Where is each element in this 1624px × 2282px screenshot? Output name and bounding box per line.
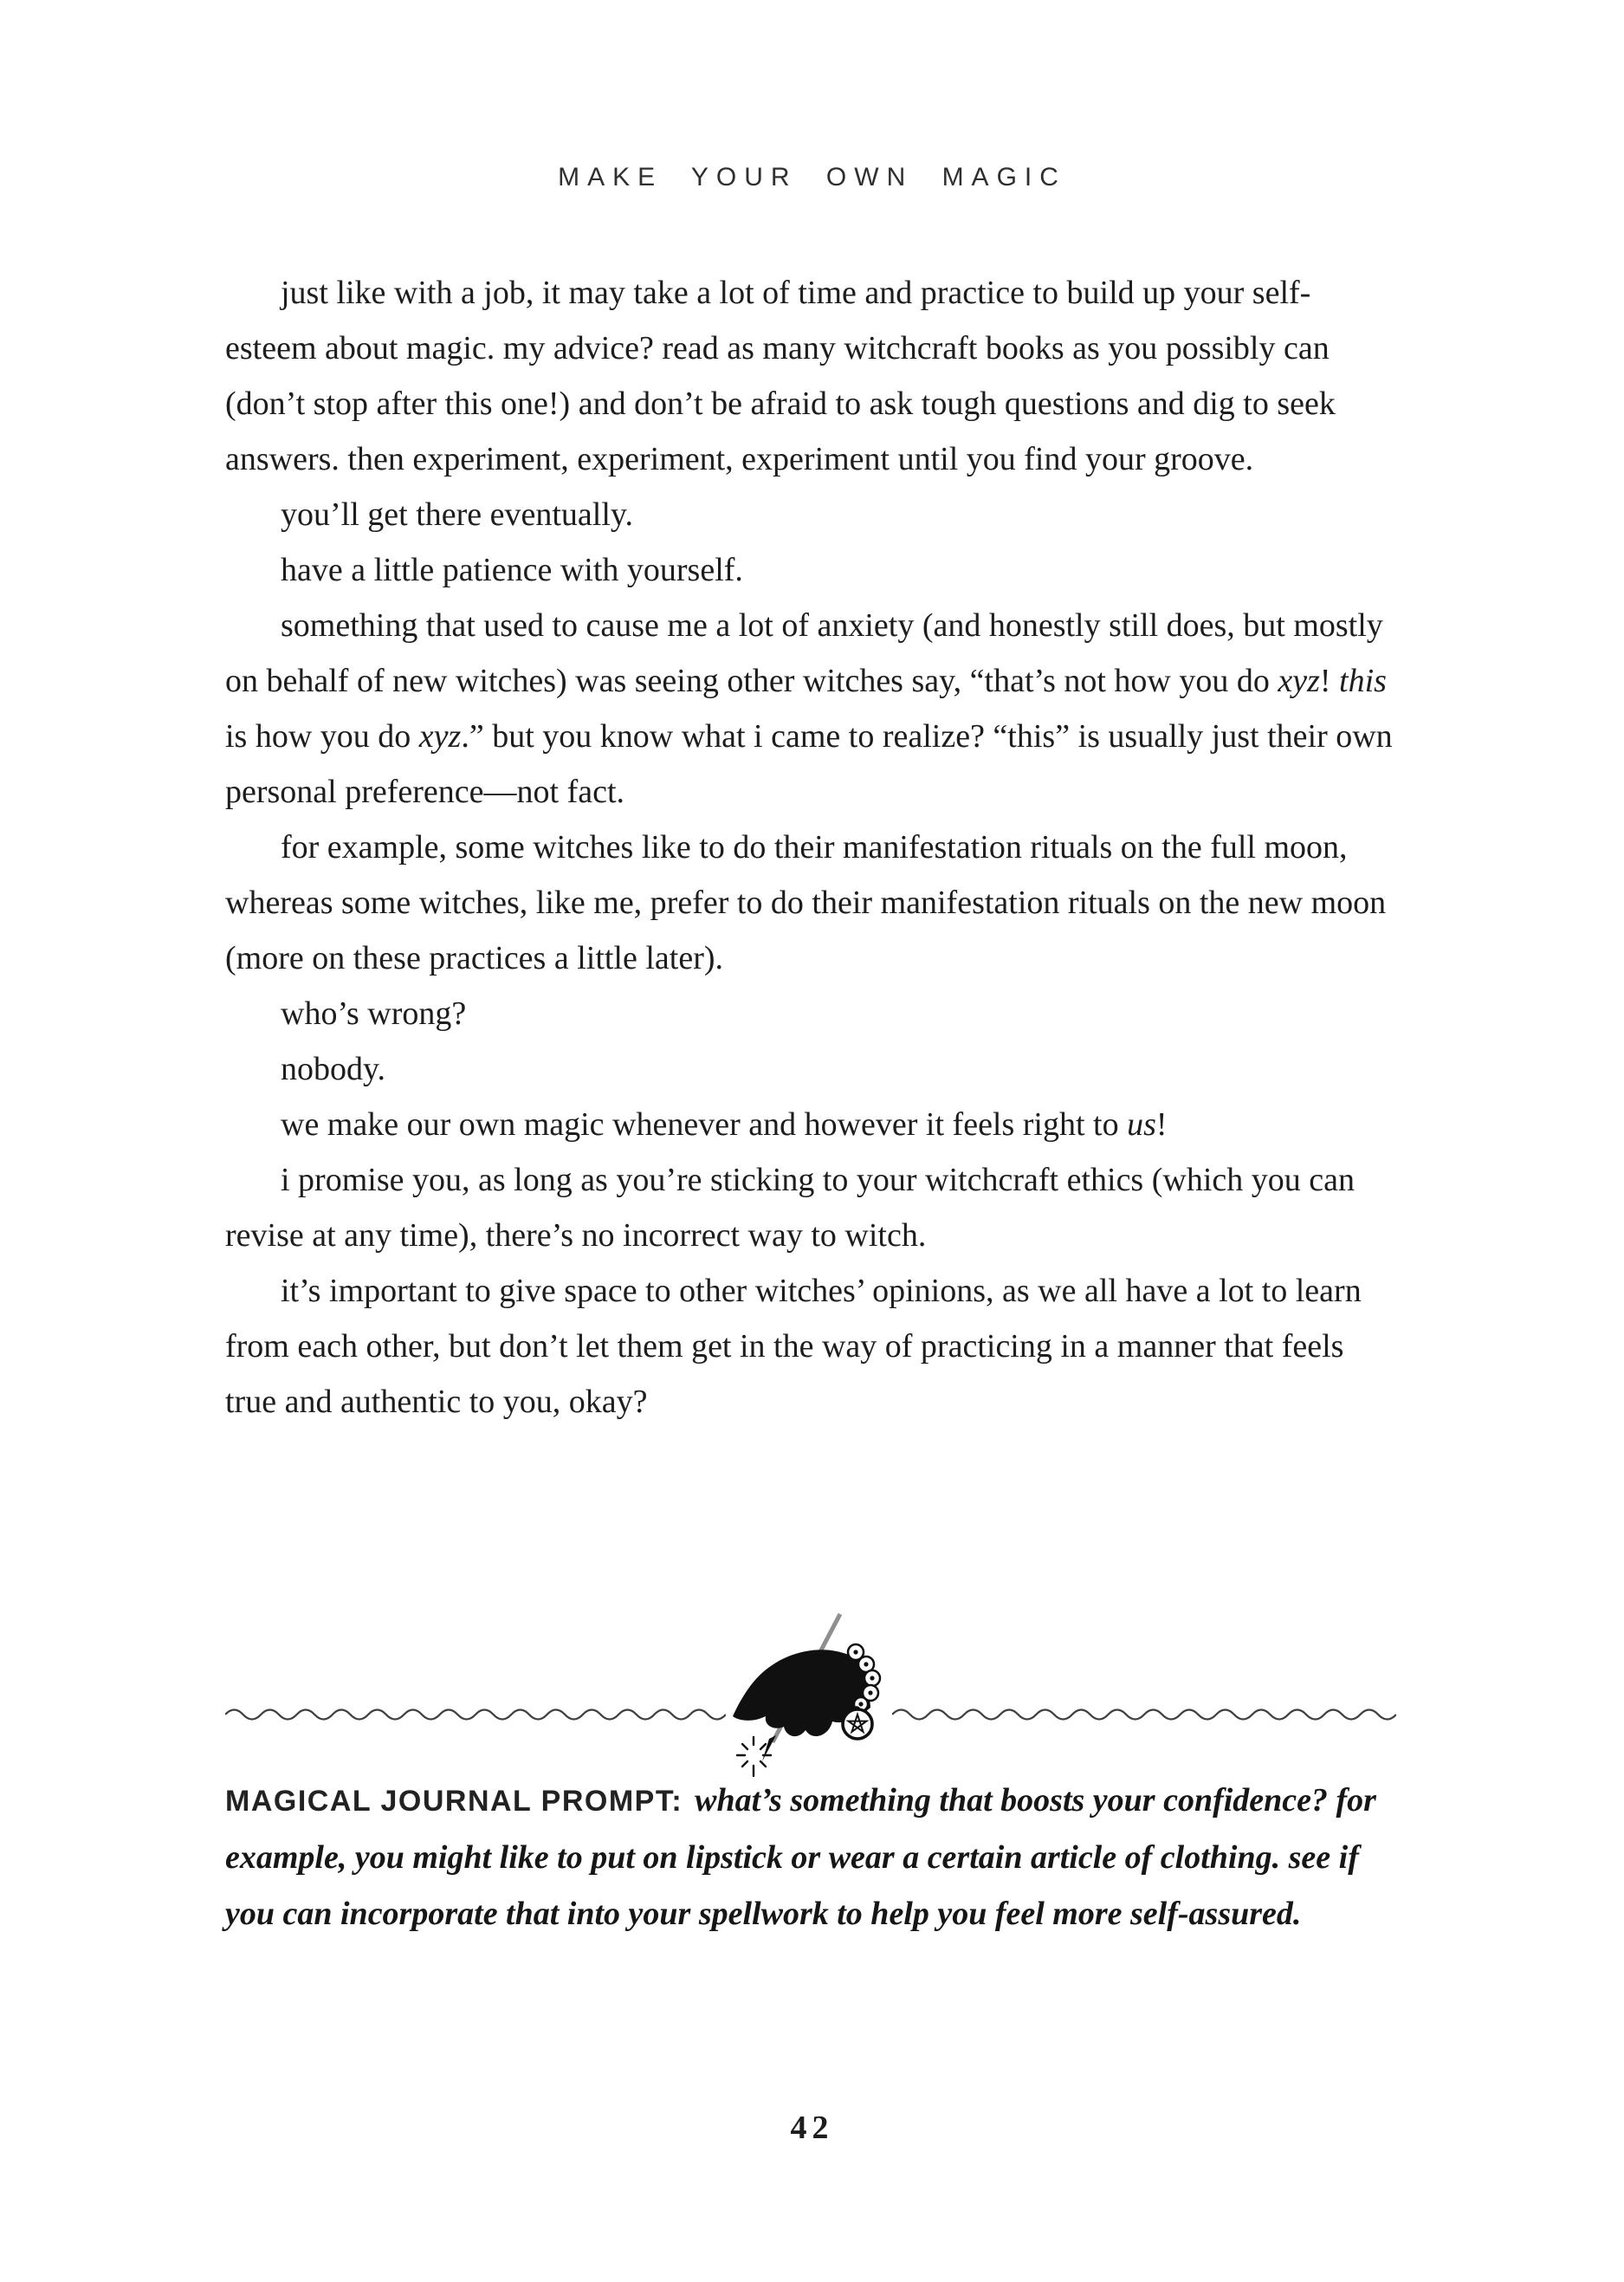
text-run: for example, some witches like to do their manifestation rituals on the full moon, whereas some witches, like me, prefer to do their manifestation rituals on the new moon (more on these practices a little later).	[225, 829, 1387, 976]
paragraph	[225, 1152, 1396, 1263]
text-run: !	[1319, 663, 1340, 699]
text-run: .” but you know what i came to realize? “this” is usually just their own personal preference—not fact.	[225, 718, 1393, 810]
body-text	[225, 265, 1396, 1429]
text-run: who’s wrong?	[281, 995, 467, 1032]
paragraph	[225, 265, 1396, 487]
wavy-line-right-icon	[892, 1703, 1396, 1722]
text-run: !	[1155, 1106, 1168, 1143]
sparkle-icon	[737, 1737, 771, 1776]
text-run: it’s important to give space to other witches’ opinions, as we all have a lot to learn from each other, but don’t let them get in the way of practicing in a manner that feels true and authentic to you, okay?	[225, 1273, 1362, 1420]
paragraph	[225, 487, 1396, 542]
wavy-line-left-icon	[225, 1703, 726, 1722]
paragraph	[225, 1041, 1396, 1097]
page-number: 42	[790, 2110, 834, 2146]
text-run: something that used to cause me a lot of anxiety (and honestly still does, but mostly on behalf of new witches) was seeing other witches say, “that’s not how you do	[225, 607, 1383, 699]
section-divider	[225, 1626, 1396, 1795]
running-header: MAKE YOUR OWN MAGIC	[558, 163, 1066, 191]
paragraph	[225, 986, 1396, 1041]
paragraph	[225, 820, 1396, 986]
journal-prompt-text: what’s something that boosts your confidence? for example, you might like to put on lipstick or wear a certain article of clothing. see if you can incorporate that into your spellwork to help you feel more self-assured.	[225, 1782, 1376, 1932]
pentagram-charm-icon	[843, 1709, 872, 1739]
journal-prompt	[225, 1773, 1405, 1942]
paragraph	[225, 598, 1396, 820]
paragraph	[225, 1263, 1396, 1429]
text-run: xyz	[418, 718, 462, 755]
text-run: this	[1339, 663, 1387, 699]
text-run: us	[1127, 1106, 1156, 1143]
text-run: nobody.	[281, 1051, 386, 1087]
paragraph	[225, 542, 1396, 598]
paragraph	[225, 1097, 1396, 1152]
text-run: just like with a job, it may take a lot of time and practice to build up your self-esteem about magic. my advice? read as many witchcraft books as you possibly can (don’t stop after this one!) and don’t be afraid to ask tough questions and dig to seek answers. then experiment, experiment, experiment until you find your groove.	[225, 275, 1336, 477]
hand-holding-needle-icon	[726, 1612, 904, 1791]
text-run: i promise you, as long as you’re sticking to your witchcraft ethics (which you can revise at any time), there’s no incorrect way to witch.	[225, 1162, 1355, 1254]
needle-tip	[762, 1735, 776, 1761]
text-run: we make our own magic whenever and however it feels right to	[281, 1106, 1128, 1143]
text-run: you’ll get there eventually.	[281, 496, 633, 533]
journal-prompt-label: MAGICAL JOURNAL PROMPT:	[225, 1785, 683, 1818]
text-run: xyz	[1278, 663, 1320, 699]
text-run: is how you do	[225, 718, 419, 755]
text-run: have a little patience with yourself.	[281, 552, 743, 588]
